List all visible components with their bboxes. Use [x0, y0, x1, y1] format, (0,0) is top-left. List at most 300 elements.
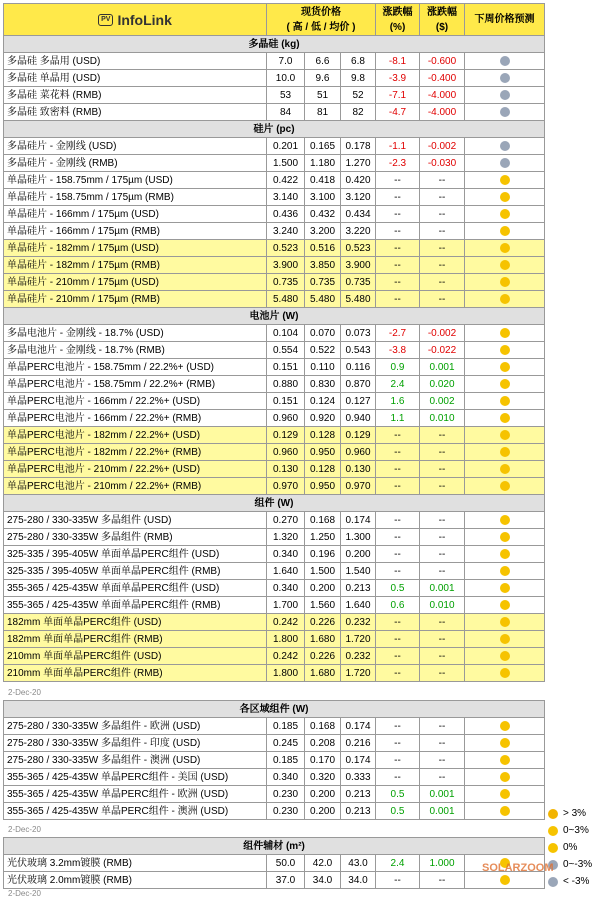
price-avg: 5.480	[341, 291, 376, 308]
change-abs: 0.001	[420, 359, 465, 376]
neutral-face-icon	[500, 464, 510, 474]
legend-label: > 3%	[563, 808, 587, 819]
table-row	[4, 855, 545, 872]
logo-cell	[4, 4, 267, 36]
table-row	[4, 614, 545, 631]
product-name: 光伏玻璃 3.2mm镀膜 (RMB)	[4, 855, 267, 872]
price-low: 81	[305, 104, 341, 121]
price-low: 0.200	[305, 580, 341, 597]
change-pct-header	[376, 4, 420, 36]
price-avg: 0.940	[341, 410, 376, 427]
change-pct: -1.1	[376, 138, 420, 155]
product-name: 182mm 单面单晶PERC组件 (USD)	[4, 614, 267, 631]
price-low: 0.128	[305, 461, 341, 478]
neutral-face-icon	[500, 175, 510, 185]
section-header-row	[4, 838, 545, 855]
price-high: 0.151	[267, 359, 305, 376]
change-pct: 0.5	[376, 580, 420, 597]
table-row	[4, 461, 545, 478]
price-avg: 0.543	[341, 342, 376, 359]
price-low: 42.0	[305, 855, 341, 872]
price-avg: 0.174	[341, 718, 376, 735]
change-abs-header	[420, 4, 465, 36]
product-name: 多晶硅 致密料 (RMB)	[4, 104, 267, 121]
price-low: 0.320	[305, 769, 341, 786]
table-row	[4, 529, 545, 546]
change-abs: -0.400	[420, 70, 465, 87]
price-high: 0.151	[267, 393, 305, 410]
change-abs-header-label: 涨跌幅	[427, 6, 457, 18]
table-row	[4, 376, 545, 393]
price-high: 0.129	[267, 427, 305, 444]
change-pct: --	[376, 546, 420, 563]
forecast-cell	[465, 206, 545, 223]
change-pct: --	[376, 752, 420, 769]
product-name: 多晶硅 单晶用 (USD)	[4, 70, 267, 87]
forecast-cell	[465, 223, 545, 240]
price-low: 0.200	[305, 786, 341, 803]
forecast-cell	[465, 872, 545, 889]
product-name: 单晶PERC电池片 - 158.75mm / 22.2%+ (USD)	[4, 359, 267, 376]
change-pct: 0.5	[376, 786, 420, 803]
change-pct: -8.1	[376, 53, 420, 70]
price-low: 3.200	[305, 223, 341, 240]
table-row	[4, 53, 545, 70]
table-row	[4, 512, 545, 529]
table-row	[4, 803, 545, 820]
forecast-cell	[465, 427, 545, 444]
table-row	[4, 580, 545, 597]
forecast-cell	[465, 563, 545, 580]
price-low: 0.110	[305, 359, 341, 376]
product-name: 单晶PERC电池片 - 182mm / 22.2%+ (RMB)	[4, 444, 267, 461]
table-row	[4, 70, 545, 87]
change-abs: -4.000	[420, 87, 465, 104]
neutral-face-icon	[500, 260, 510, 270]
table-row	[4, 325, 545, 342]
change-pct: -2.7	[376, 325, 420, 342]
change-pct: --	[376, 274, 420, 291]
change-abs: --	[420, 206, 465, 223]
change-pct: 2.4	[376, 376, 420, 393]
price-avg: 0.333	[341, 769, 376, 786]
change-abs: --	[420, 769, 465, 786]
price-avg: 3.900	[341, 257, 376, 274]
forecast-cell	[465, 53, 545, 70]
section-title: 多晶硅 (kg)	[4, 36, 545, 53]
price-low: 0.200	[305, 803, 341, 820]
table-row	[4, 546, 545, 563]
legend-item	[548, 839, 600, 856]
section-header-row	[4, 121, 545, 138]
price-avg: 0.130	[341, 461, 376, 478]
table-row	[4, 104, 545, 121]
change-pct: -7.1	[376, 87, 420, 104]
table-row	[4, 597, 545, 614]
section-header-row	[4, 36, 545, 53]
price-low: 0.168	[305, 718, 341, 735]
price-high: 3.240	[267, 223, 305, 240]
spot-price-sublabel: ( 高 / 低 / 均价 )	[286, 21, 356, 33]
change-pct: --	[376, 872, 420, 889]
forecast-cell	[465, 376, 545, 393]
change-pct: -2.3	[376, 155, 420, 172]
change-abs: -0.030	[420, 155, 465, 172]
table-row	[4, 223, 545, 240]
price-low: 1.500	[305, 563, 341, 580]
table-row	[4, 444, 545, 461]
price-high: 0.554	[267, 342, 305, 359]
change-pct: -3.9	[376, 70, 420, 87]
price-avg: 3.220	[341, 223, 376, 240]
price-avg: 9.8	[341, 70, 376, 87]
change-abs: 0.001	[420, 786, 465, 803]
forecast-cell	[465, 735, 545, 752]
product-name: 单晶PERC电池片 - 158.75mm / 22.2%+ (RMB)	[4, 376, 267, 393]
price-high: 0.523	[267, 240, 305, 257]
forecast-cell	[465, 478, 545, 495]
spot-price-header	[267, 4, 376, 36]
price-low: 0.128	[305, 427, 341, 444]
price-avg: 0.735	[341, 274, 376, 291]
neutral-face-icon	[500, 772, 510, 782]
neutral-face-icon	[500, 617, 510, 627]
forecast-cell	[465, 70, 545, 87]
price-low: 3.100	[305, 189, 341, 206]
price-low: 0.170	[305, 752, 341, 769]
price-high: 0.340	[267, 546, 305, 563]
forecast-cell	[465, 257, 545, 274]
price-avg: 0.116	[341, 359, 376, 376]
change-abs: 0.010	[420, 597, 465, 614]
neutral-face-icon	[500, 789, 510, 799]
price-high: 0.960	[267, 444, 305, 461]
product-name: 275-280 / 330-335W 多晶组件 - 澳洲 (USD)	[4, 752, 267, 769]
change-abs: --	[420, 718, 465, 735]
table-row	[4, 291, 545, 308]
change-abs: --	[420, 427, 465, 444]
product-name: 单晶硅片 - 166mm / 175µm (USD)	[4, 206, 267, 223]
price-low: 0.070	[305, 325, 341, 342]
change-abs: 0.001	[420, 803, 465, 820]
legend-item	[548, 873, 600, 890]
forecast-cell	[465, 104, 545, 121]
forecast-cell	[465, 546, 545, 563]
price-avg: 0.523	[341, 240, 376, 257]
infolink-logo	[98, 13, 172, 28]
change-pct: -4.7	[376, 104, 420, 121]
product-name: 多晶电池片 - 金刚线 - 18.7% (USD)	[4, 325, 267, 342]
neutral-face-icon	[500, 755, 510, 765]
price-low: 0.950	[305, 444, 341, 461]
product-name: 多晶硅片 - 金刚线 (RMB)	[4, 155, 267, 172]
price-high: 0.242	[267, 648, 305, 665]
table-row	[4, 342, 545, 359]
neutral-face-icon	[500, 192, 510, 202]
forecast-cell	[465, 614, 545, 631]
date-label-3: 2-Dec-20	[8, 889, 41, 898]
price-avg: 52	[341, 87, 376, 104]
sad-face-icon	[500, 73, 510, 83]
change-pct: 2.4	[376, 855, 420, 872]
change-abs: -0.600	[420, 53, 465, 70]
neutral-face-icon	[500, 634, 510, 644]
product-name: 275-280 / 330-335W 多晶组件 (RMB)	[4, 529, 267, 546]
price-high: 1.700	[267, 597, 305, 614]
neutral-face-icon	[500, 294, 510, 304]
change-pct: --	[376, 718, 420, 735]
change-pct: --	[376, 614, 420, 631]
price-high: 84	[267, 104, 305, 121]
change-abs: --	[420, 274, 465, 291]
legend-label: 0%	[563, 842, 578, 853]
neutral-face-icon	[500, 600, 510, 610]
forecast-cell	[465, 752, 545, 769]
change-pct: --	[376, 223, 420, 240]
table-row	[4, 189, 545, 206]
change-abs: --	[420, 478, 465, 495]
price-low: 0.165	[305, 138, 341, 155]
product-name: 单晶PERC电池片 - 166mm / 22.2%+ (RMB)	[4, 410, 267, 427]
change-abs: --	[420, 752, 465, 769]
price-high: 0.242	[267, 614, 305, 631]
change-pct: --	[376, 648, 420, 665]
change-abs: --	[420, 291, 465, 308]
price-avg: 0.073	[341, 325, 376, 342]
table-row	[4, 155, 545, 172]
forecast-legend	[548, 805, 600, 890]
neutral-face-icon	[500, 226, 510, 236]
header-row	[4, 4, 545, 36]
price-low: 0.208	[305, 735, 341, 752]
spot-price-label: 现货价格	[301, 6, 341, 18]
change-abs: 0.002	[420, 393, 465, 410]
price-high: 0.436	[267, 206, 305, 223]
neutral-face-icon	[500, 668, 510, 678]
price-avg: 0.232	[341, 614, 376, 631]
neutral-face-icon	[500, 738, 510, 748]
change-pct: --	[376, 427, 420, 444]
sad-face-icon	[500, 56, 510, 66]
price-avg: 0.178	[341, 138, 376, 155]
change-abs: --	[420, 172, 465, 189]
table-row	[4, 872, 545, 889]
table-row	[4, 257, 545, 274]
forecast-cell	[465, 325, 545, 342]
pv-badge: PV	[98, 14, 113, 26]
price-low: 5.480	[305, 291, 341, 308]
price-high: 0.880	[267, 376, 305, 393]
neutral-face-icon	[500, 345, 510, 355]
forecast-cell	[465, 444, 545, 461]
change-pct: --	[376, 189, 420, 206]
section-title: 组件 (W)	[4, 495, 545, 512]
price-avg: 0.420	[341, 172, 376, 189]
price-high: 3.140	[267, 189, 305, 206]
product-name: 单晶硅片 - 182mm / 175µm (RMB)	[4, 257, 267, 274]
change-abs: --	[420, 735, 465, 752]
price-high: 37.0	[267, 872, 305, 889]
table-row	[4, 359, 545, 376]
region-price-table	[3, 700, 545, 820]
price-avg: 0.870	[341, 376, 376, 393]
product-name: 单晶硅片 - 158.75mm / 175µm (USD)	[4, 172, 267, 189]
section-header-row	[4, 701, 545, 718]
price-high: 0.970	[267, 478, 305, 495]
change-pct: --	[376, 172, 420, 189]
price-low: 0.226	[305, 648, 341, 665]
table-row	[4, 138, 545, 155]
change-abs: 0.020	[420, 376, 465, 393]
forecast-cell	[465, 803, 545, 820]
sad-face-icon	[500, 141, 510, 151]
price-avg: 1.640	[341, 597, 376, 614]
change-abs: --	[420, 563, 465, 580]
legend-label: < -3%	[563, 876, 590, 887]
table-row	[4, 648, 545, 665]
price-avg: 0.213	[341, 580, 376, 597]
price-low: 1.180	[305, 155, 341, 172]
forecast-cell	[465, 393, 545, 410]
price-avg: 0.960	[341, 444, 376, 461]
price-avg: 0.174	[341, 512, 376, 529]
neutral-face-icon	[500, 328, 510, 338]
price-avg: 1.540	[341, 563, 376, 580]
change-abs: --	[420, 529, 465, 546]
price-avg: 1.720	[341, 665, 376, 682]
neutral-face-icon	[500, 209, 510, 219]
price-low: 0.950	[305, 478, 341, 495]
price-low: 3.850	[305, 257, 341, 274]
price-high: 3.900	[267, 257, 305, 274]
table-row	[4, 563, 545, 580]
price-low: 1.680	[305, 631, 341, 648]
product-name: 355-365 / 425-435W 单晶PERC组件 - 美国 (USD)	[4, 769, 267, 786]
table-row	[4, 769, 545, 786]
price-high: 1.640	[267, 563, 305, 580]
forecast-cell	[465, 342, 545, 359]
product-name: 单晶硅片 - 210mm / 175µm (RMB)	[4, 291, 267, 308]
forecast-cell	[465, 769, 545, 786]
neutral-face-icon	[500, 515, 510, 525]
price-high: 0.104	[267, 325, 305, 342]
neutral-face-icon	[500, 277, 510, 287]
price-high: 0.340	[267, 580, 305, 597]
price-high: 1.800	[267, 631, 305, 648]
price-low: 0.432	[305, 206, 341, 223]
forecast-cell	[465, 786, 545, 803]
price-avg: 0.127	[341, 393, 376, 410]
watermark: SOLARZOOM	[482, 862, 554, 874]
section-title: 硅片 (pc)	[4, 121, 545, 138]
table-row	[4, 752, 545, 769]
price-low: 6.6	[305, 53, 341, 70]
forecast-cell	[465, 410, 545, 427]
change-pct: 1.1	[376, 410, 420, 427]
aux-price-table	[3, 837, 545, 889]
price-low: 0.168	[305, 512, 341, 529]
neutral-face-icon	[500, 583, 510, 593]
neutral-face-icon	[500, 413, 510, 423]
section-header-row	[4, 308, 545, 325]
price-high: 0.230	[267, 803, 305, 820]
change-abs: --	[420, 461, 465, 478]
price-avg: 3.120	[341, 189, 376, 206]
table-row	[4, 87, 545, 104]
product-name: 单晶PERC电池片 - 210mm / 22.2%+ (USD)	[4, 461, 267, 478]
forecast-cell	[465, 529, 545, 546]
table-row	[4, 718, 545, 735]
price-high: 0.735	[267, 274, 305, 291]
change-pct-header-label: 涨跌幅	[382, 6, 413, 18]
change-abs: --	[420, 512, 465, 529]
logo-text: InfoLink	[117, 11, 172, 28]
price-avg: 43.0	[341, 855, 376, 872]
forecast-cell	[465, 718, 545, 735]
price-high: 0.185	[267, 718, 305, 735]
price-low: 0.735	[305, 274, 341, 291]
price-high: 0.230	[267, 786, 305, 803]
neutral-face-icon	[500, 243, 510, 253]
change-abs: --	[420, 665, 465, 682]
table-row	[4, 478, 545, 495]
price-high: 0.960	[267, 410, 305, 427]
price-avg: 0.213	[341, 786, 376, 803]
legend-label: 0~-3%	[563, 859, 593, 870]
neutral-face-icon	[500, 362, 510, 372]
price-low: 51	[305, 87, 341, 104]
change-pct: --	[376, 444, 420, 461]
price-high: 1.320	[267, 529, 305, 546]
price-avg: 0.434	[341, 206, 376, 223]
price-avg: 1.720	[341, 631, 376, 648]
legend-item	[548, 822, 600, 839]
change-pct-header-unit: (%)	[389, 21, 406, 33]
change-pct: --	[376, 563, 420, 580]
product-name: 325-335 / 395-405W 单面单晶PERC组件 (USD)	[4, 546, 267, 563]
product-name: 单晶PERC电池片 - 182mm / 22.2%+ (USD)	[4, 427, 267, 444]
price-high: 1.800	[267, 665, 305, 682]
forecast-cell	[465, 240, 545, 257]
price-low: 0.516	[305, 240, 341, 257]
price-low: 0.196	[305, 546, 341, 563]
table-row	[4, 427, 545, 444]
price-avg: 0.216	[341, 735, 376, 752]
price-high: 0.340	[267, 769, 305, 786]
price-avg: 34.0	[341, 872, 376, 889]
product-name: 光伏玻璃 2.0mm镀膜 (RMB)	[4, 872, 267, 889]
price-low: 9.6	[305, 70, 341, 87]
happy-face-icon	[548, 809, 558, 819]
neutral-face-icon	[500, 549, 510, 559]
change-pct: --	[376, 461, 420, 478]
legend-item	[548, 805, 600, 822]
neutral-face-icon	[500, 379, 510, 389]
forecast-cell	[465, 512, 545, 529]
table-row	[4, 206, 545, 223]
table-row	[4, 274, 545, 291]
price-low: 1.250	[305, 529, 341, 546]
change-abs: --	[420, 223, 465, 240]
change-pct: 1.6	[376, 393, 420, 410]
change-abs: --	[420, 648, 465, 665]
price-avg: 0.174	[341, 752, 376, 769]
section-title: 电池片 (W)	[4, 308, 545, 325]
change-abs: 0.010	[420, 410, 465, 427]
product-name: 325-335 / 395-405W 单面单晶PERC组件 (RMB)	[4, 563, 267, 580]
forecast-cell	[465, 359, 545, 376]
product-name: 单晶硅片 - 166mm / 175µm (RMB)	[4, 223, 267, 240]
